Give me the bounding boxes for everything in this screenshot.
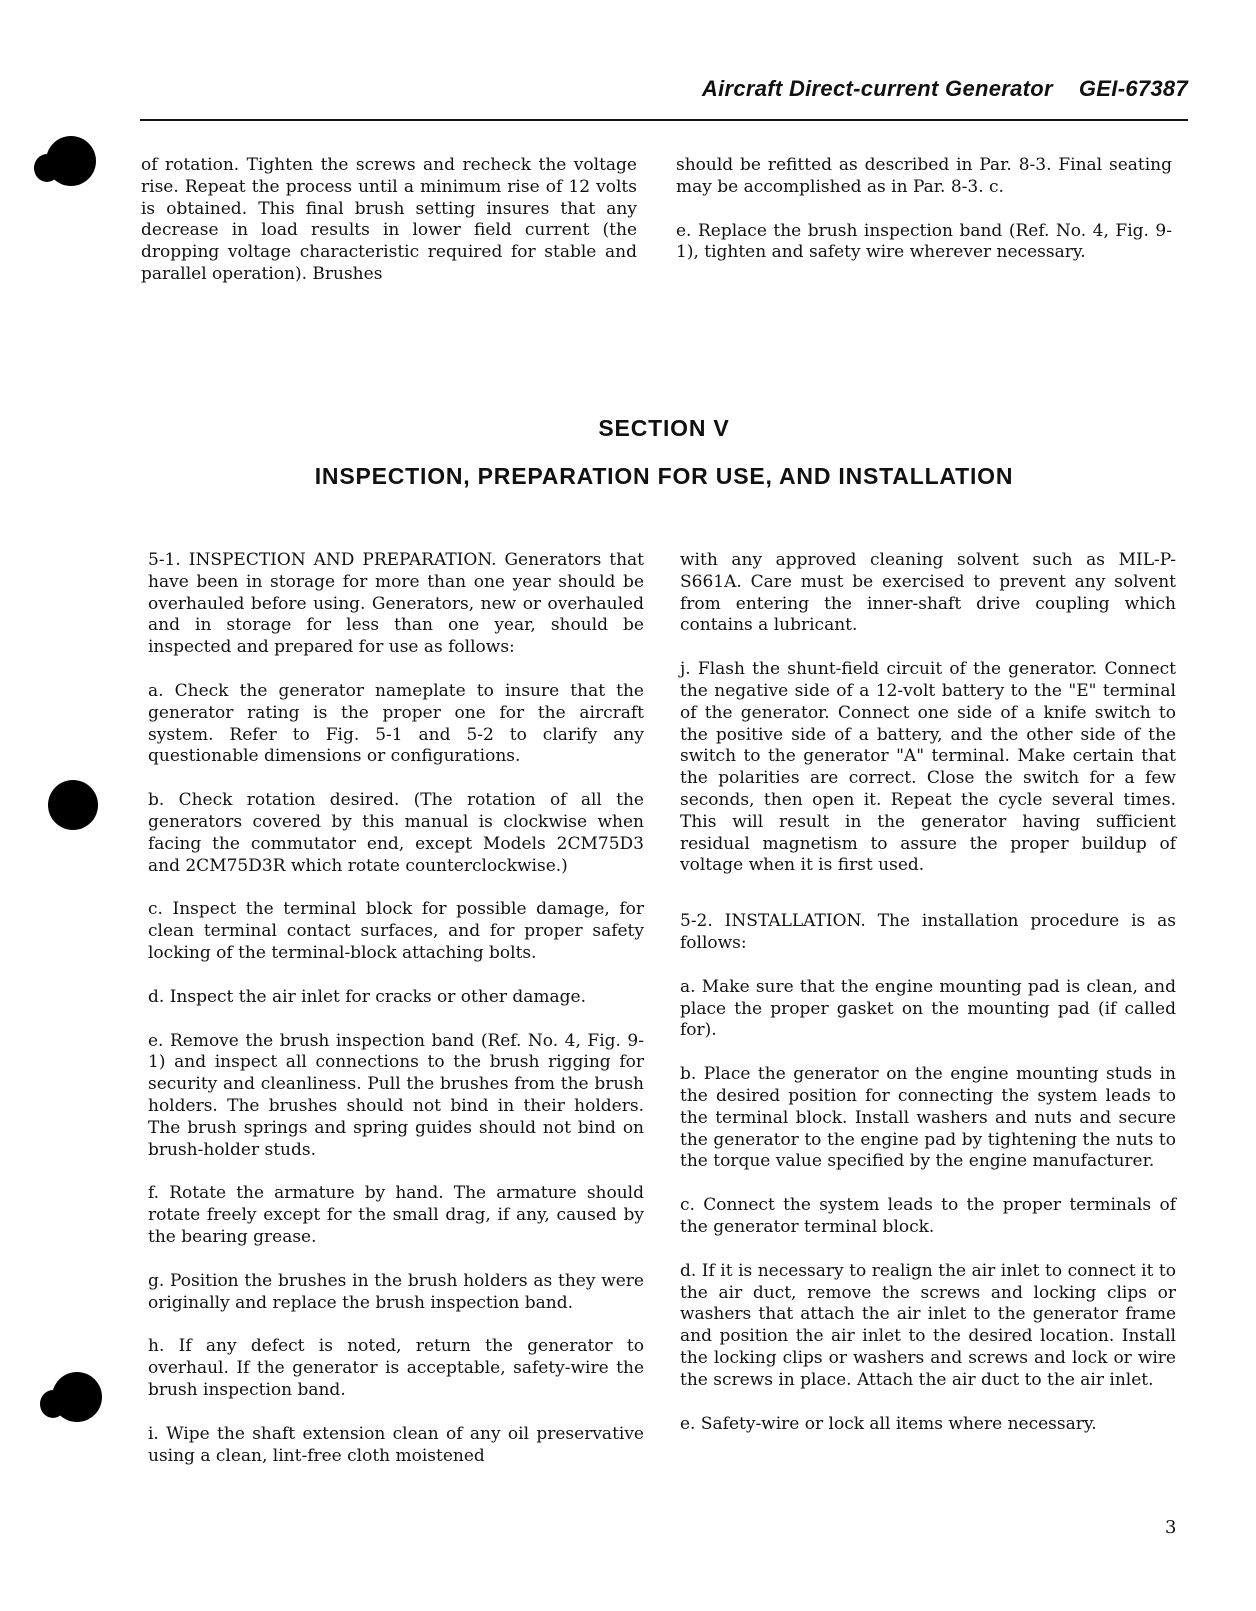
paragraph: g. Position the brushes in the brush holders as they were originally and replace the brush inspection band. [148,1270,644,1313]
paragraph: j. Flash the shunt-field circuit of the generator. Connect the negative side of a 12-volt battery to the "E" terminal of the generator. Connect one side of a knife switch to the positive side of a battery, and the other side of the switch to the generator "A" terminal. Make certain that the polarities are correct. Close the switch for a few seconds, then open it. Repeat the cycle several times. This will result in the generator having sufficient residual magnetism to assure the proper buildup of voltage when it is first used. [680,659,1176,876]
top-left-column [141,155,637,286]
paragraph: b. Check rotation desired. (The rotation of all the generators covered by this manual is clockwise when facing the commutator end, except Models 2CM75D3 and 2CM75D3R which rotate counterclockwise.) [148,790,644,876]
right-column [680,550,1176,1435]
running-header [140,76,1188,102]
section-number: SECTION V [598,415,730,441]
top-right-column [676,155,1172,264]
paragraph: a. Make sure that the engine mounting pad is clean, and place the proper gasket on the mounting pad (if called for). [680,976,1176,1041]
paragraph: a. Check the generator nameplate to insure that the generator rating is the proper one for the aircraft system. Refer to Fig. 5-1 and 5-2 to clarify any questionable dimensions or configurations. [148,680,644,767]
paragraph: should be refitted as described in Par. 8-3. Final seating may be accomplished as in Par. 8-3. c. [676,155,1172,197]
left-column [148,550,644,1467]
paragraph: e. Replace the brush inspection band (Ref. No. 4, Fig. 9-1), tighten and safety wire wherever necessary. [676,220,1172,263]
paragraph: c. Connect the system leads to the proper terminals of the generator terminal block. [680,1195,1176,1237]
paragraph: 5-2. INSTALLATION. The installation procedure is as follows: [680,911,1176,953]
paragraph: d. Inspect the air inlet for cracks or other damage. [148,986,587,1007]
header-title: Aircraft Direct-current Generator [701,76,1053,101]
document-number: GEI-67387 [1078,76,1188,101]
paragraph: c. Inspect the terminal block for possible damage, for clean terminal contact surfaces, and for proper safety locking of the terminal-block attaching bolts. [148,899,644,963]
binder-hole-bottom [52,1372,102,1422]
binder-hole-top [46,136,96,186]
header-rule [140,119,1188,121]
section-title: INSPECTION, PREPARATION FOR USE, AND INSTALLATION [314,463,1014,489]
paragraph: d. If it is necessary to realign the air inlet to connect it to the air duct, remove the screws and locking clips or washers that attach the air inlet to the generator frame and position the air inlet to the desired location. Install the locking clips or washers and screws and lock or wire the screws in place. Attach the air duct to the air inlet. [680,1260,1176,1390]
paragraph: h. If any defect is noted, return the generator to overhaul. If the generator is acceptable, safety-wire the brush inspection band. [148,1336,644,1400]
paragraph: f. Rotate the armature by hand. The armature should rotate freely except for the small drag, if any, caused by the bearing grease. [148,1183,644,1247]
paragraph: with any approved cleaning solvent such as MIL-P-S661A. Care must be exercised to prevent any solvent from entering the inner-shaft drive coupling which contains a lubricant. [680,550,1176,636]
binder-hole-middle [48,780,98,830]
paragraph: 5-1. INSPECTION AND PREPARATION. Generators that have been in storage for more than one year should be overhauled before using. Generators, new or overhauled and in storage for less than one year, should be inspected and prepared for use as follows: [148,550,644,658]
paragraph: i. Wipe the shaft extension clean of any oil preservative using a clean, lint-free cloth moistened [148,1423,644,1466]
page-number: 3 [1165,1517,1177,1538]
paragraph: e. Safety-wire or lock all items where necessary. [680,1413,1097,1434]
paragraph: e. Remove the brush inspection band (Ref. No. 4, Fig. 9-1) and inspect all connections to the brush rigging for security and cleanliness. Pull the brushes from the brush holders. The brushes should not bind in their holders. The brush springs and spring guides should not bind on brush-holder studs. [148,1030,644,1160]
paragraph: of rotation. Tighten the screws and recheck the voltage rise. Repeat the process until a minimum rise of 12 volts is obtained. This final brush setting insures that any decrease in load results in lower field current (the dropping voltage characteristic required for stable and parallel operation). Brushes [141,155,637,284]
paragraph: b. Place the generator on the engine mounting studs in the desired position for connecting the system leads to the terminal block. Install washers and nuts and secure the generator to the engine pad by tightening the nuts to the torque value specified by the engine manufacturer. [680,1064,1176,1172]
